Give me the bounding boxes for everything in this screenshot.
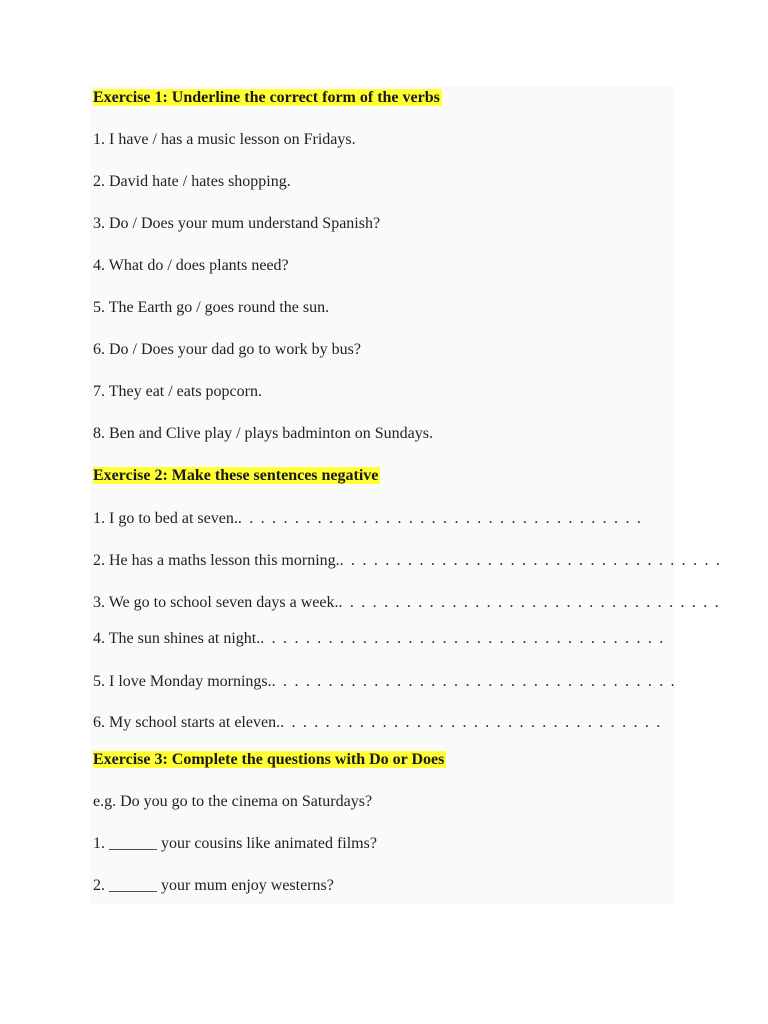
exercise-1-item-5: 5. The Earth go / goes round the sun. xyxy=(93,299,330,316)
exercise-2-item-1 xyxy=(93,509,643,529)
answer-dots: . . . . . . . . . . . . . . . . . . . . . . . . . . . . . . . . . . xyxy=(280,714,662,731)
sentence-text: 2. He has a maths lesson this morning. xyxy=(93,552,340,569)
answer-dots: . . . . . . . . . . . . . . . . . . . . . . . . . . . . . . . . . . xyxy=(339,552,722,569)
exercise-2-item-5 xyxy=(93,672,676,692)
worksheet-page xyxy=(90,86,722,904)
exercise-1-item-8: 8. Ben and Clive play / plays badminton on Sundays. xyxy=(93,425,433,442)
exercise-1-heading xyxy=(93,88,442,108)
exercise-2-item-4 xyxy=(93,629,665,649)
answer-dots: . . . . . . . . . . . . . . . . . . . . . . . . . . . . . . . . . . xyxy=(338,594,721,611)
exercise-3-item-2: 2. ______ your mum enjoy westerns? xyxy=(93,877,334,894)
exercise-1-item-1: 1. I have / has a music lesson on Fridays. xyxy=(93,131,356,148)
exercise-2-heading xyxy=(93,466,380,486)
exercise-3-heading xyxy=(93,750,446,770)
exercise-2-item-2 xyxy=(93,551,722,571)
exercise-3-heading-text: Exercise 3: Complete the questions with Do or Does xyxy=(93,751,445,768)
sentence-text: 1. I go to bed at seven. xyxy=(93,510,238,527)
exercise-1-item-4: 4. What do / does plants need? xyxy=(93,257,289,274)
exercise-2-item-3 xyxy=(93,593,720,613)
answer-dots: . . . . . . . . . . . . . . . . . . . . . . . . . . . . . . . . . . . . xyxy=(271,673,677,690)
sentence-text: 4. The sun shines at night. xyxy=(93,630,261,647)
answer-dots: . . . . . . . . . . . . . . . . . . . . . . . . . . . . . . . . . . . . xyxy=(260,630,665,647)
answer-dots: . . . . . . . . . . . . . . . . . . . . . . . . . . . . . . . . . . . . xyxy=(237,510,643,527)
sentence-text: 6. My school starts at eleven. xyxy=(93,714,281,731)
sentence-text: 3. We go to school seven days a week. xyxy=(93,594,339,611)
exercise-1-item-6: 6. Do / Does your dad go to work by bus? xyxy=(93,341,361,358)
exercise-1-item-2: 2. David hate / hates shopping. xyxy=(93,173,291,190)
exercise-3-example: e.g. Do you go to the cinema on Saturdays? xyxy=(93,793,373,810)
exercise-3-item-1: 1. ______ your cousins like animated films? xyxy=(93,835,377,852)
sentence-text: 5. I love Monday mornings. xyxy=(93,673,272,690)
exercise-1-heading-text: Exercise 1: Underline the correct form of the verbs xyxy=(93,89,440,106)
exercise-1-item-7: 7. They eat / eats popcorn. xyxy=(93,383,262,400)
exercise-2-item-6 xyxy=(93,713,662,733)
exercise-2-heading-text: Exercise 2: Make these sentences negative xyxy=(93,467,379,484)
exercise-1-item-3: 3. Do / Does your mum understand Spanish? xyxy=(93,215,381,232)
